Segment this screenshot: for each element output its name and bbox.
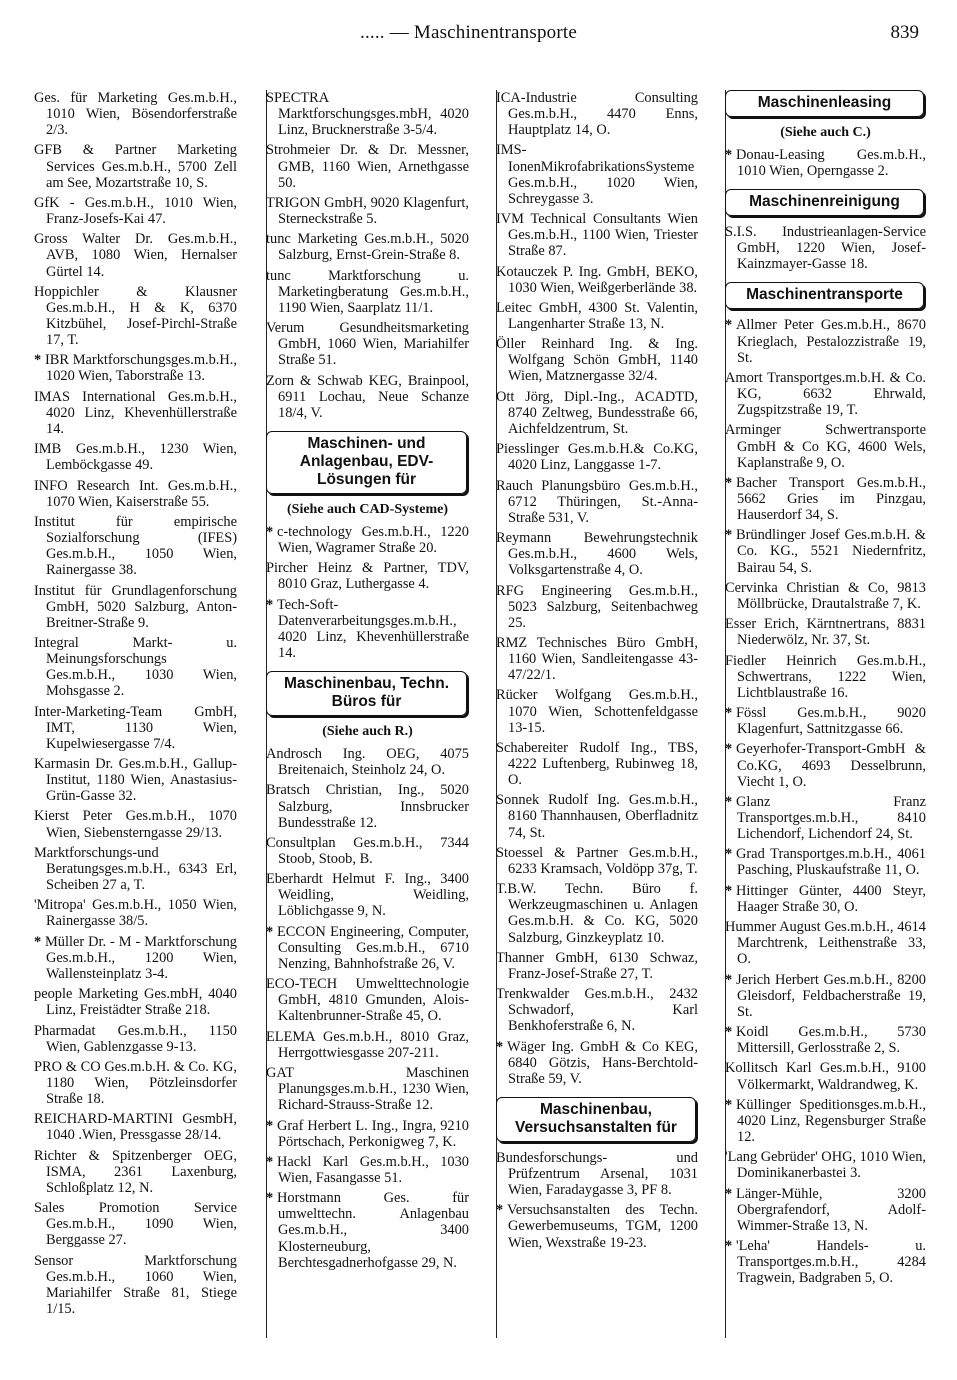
directory-entry <box>496 1150 698 1198</box>
entry-text: GAT Maschinen Planungsges.m.b.H., 1230 Wien, Richard-Strauss-Straße 12. <box>266 1065 469 1114</box>
entry-text: GFB & Partner Marketing Services Ges.m.b.H., 5700 Zell am See, Mozartstraße 10, S. <box>34 142 237 191</box>
directory-entry <box>725 475 926 523</box>
directory-entry <box>34 1148 237 1196</box>
directory-entry <box>725 527 926 575</box>
column-4 <box>725 90 926 1338</box>
running-title: ..... — Maschinentransporte <box>360 22 577 43</box>
asterisk-marker: * <box>266 523 274 540</box>
entry-text: Stoessel & Partner Ges.m.b.H., 6233 Kramsach, Voldöpp 37g, T. <box>496 844 698 877</box>
entry-text: Androsch Ing. OEG, 4075 Breitenaich, Steinholz 24, O. <box>266 746 469 779</box>
directory-entry <box>34 1200 237 1248</box>
directory-entry <box>496 950 698 982</box>
directory-entry <box>266 871 469 919</box>
asterisk-marker: * <box>725 317 733 334</box>
entry-text: Piesslinger Ges.m.b.H.& Co.KG, 4020 Linz, Langgasse 1-7. <box>496 441 698 474</box>
directory-entry <box>496 740 698 788</box>
entry-text: Inter-Marketing-Team GmbH, IMT, 1130 Wien, Kupelwiesergasse 7/4. <box>34 703 237 752</box>
entry-text: Eberhardt Helmut F. Ing., 3400 Weidling, Weidling, Löblichgasse 9, N. <box>266 871 469 920</box>
entry-text: 'Lang Gebrüder' OHG, 1010 Wien, Dominikanerbastei 3. <box>725 1149 926 1182</box>
column-1 <box>34 90 237 1321</box>
entry-text: Versuchsanstalten des Techn. Gewerbemuseums, TGM, 1200 Wien, Wexstraße 19-23. <box>507 1202 698 1251</box>
see-also-r: (Siehe auch R.) <box>322 724 413 740</box>
entry-text: Consultplan Ges.m.b.H., 7344 Stoob, Stoob, B. <box>266 834 469 867</box>
directory-entry <box>266 373 469 421</box>
asterisk-marker: * <box>266 596 274 613</box>
entry-text: Integral Markt- u. Meinungsforschungs Ges.m.b.H., 1030 Wien, Mohsgasse 2. <box>34 634 237 700</box>
directory-entry <box>266 268 469 316</box>
directory-entry <box>266 524 469 556</box>
asterisk-marker: * <box>266 923 274 940</box>
directory-entry <box>725 972 926 1020</box>
entry-text: tunc Marketing Ges.m.b.H., 5020 Salzburg, Ernst-Grein-Straße 8. <box>266 231 469 264</box>
directory-entry <box>496 264 698 296</box>
entry-text: ELEMA Ges.m.b.H., 8010 Graz, Herrgottwiesgasse 207-211. <box>266 1028 469 1061</box>
directory-entry <box>34 352 237 384</box>
directory-entry <box>725 794 926 842</box>
directory-entry <box>496 530 698 578</box>
entry-text: Karmasin Dr. Ges.m.b.H., Gallup-Institut, 1180 Wien, Anastasius-Grün-Gasse 32. <box>34 756 237 805</box>
directory-entry <box>266 560 469 592</box>
page-number: 839 <box>890 22 919 43</box>
entry-text: Ges. für Marketing Ges.m.b.H., 1010 Wien, Bösendorferstraße 2/3. <box>34 90 237 139</box>
entry-text: IVM Technical Consultants Wien Ges.m.b.H., 1100 Wien, Triester Straße 87. <box>496 211 698 260</box>
asterisk-marker: * <box>725 1238 733 1255</box>
directory-entry <box>725 1238 926 1286</box>
entry-text: c-technology Ges.m.b.H., 1220 Wien, Wagramer Straße 20. <box>277 523 469 556</box>
directory-entry <box>496 300 698 332</box>
asterisk-marker: * <box>725 741 733 758</box>
entry-text: Hummer August Ges.m.b.H., 4614 Marchtrenk, Leithenstraße 33, O. <box>725 919 926 968</box>
entry-text: Hackl Karl Ges.m.b.H., 1030 Wien, Fasangasse 51. <box>277 1153 469 1186</box>
entry-text: PRO & CO Ges.m.b.H. & Co. KG, 1180 Wien, Pötzleinsdorfer Straße 18. <box>34 1058 237 1108</box>
entry-text: Marktforschungs-und Beratungsges.m.b.H., 6343 Erl, Scheiben 27 a, T. <box>34 844 237 894</box>
asterisk-marker: * <box>725 1096 733 1113</box>
entry-text: Institut für Grundlagenforschung GmbH, 5020 Salzburg, Anton-Breitner-Straße 9. <box>34 582 237 631</box>
entry-text: Institut für empirische Sozialforschung (IFES) Ges.m.b.H., 1050 Wien, Rainergasse 38. <box>34 513 237 579</box>
directory-entry <box>496 336 698 384</box>
directory-entry <box>34 231 237 279</box>
asterisk-marker: * <box>34 352 42 369</box>
directory-entry <box>34 478 237 510</box>
directory-entry <box>266 597 469 661</box>
directory-entry <box>725 1186 926 1234</box>
directory-entry <box>34 897 237 929</box>
directory-entry <box>725 653 926 701</box>
entry-text: ECCON Engineering, Computer, Consulting Ges.m.b.H., 6710 Nenzing, Bahnhofstraße 26, V. <box>277 923 469 972</box>
directory-entry <box>266 924 469 972</box>
entry-text: Koidl Ges.m.b.H., 5730 Mittersill, Gerlosstraße 2, S. <box>736 1024 926 1057</box>
directory-entry <box>266 1154 469 1186</box>
entry-text: IMB Ges.m.b.H., 1230 Wien, Lemböckgasse 49. <box>34 441 237 474</box>
directory-entry <box>266 90 469 138</box>
entry-text: Schabereiter Rudolf Ing., TBS, 4222 Luftenberg, Rubinweg 18, O. <box>496 739 698 789</box>
entry-text: Öller Reinhard Ing. & Ing. Wolfgang Schön GmbH, 1140 Wien, Matznergasse 32/4. <box>496 336 698 385</box>
asterisk-marker: * <box>34 933 42 950</box>
directory-entry <box>34 195 237 227</box>
entry-text: Thanner GmbH, 6130 Schwaz, Franz-Josef-Straße 27, T. <box>496 949 698 982</box>
directory-entry <box>496 635 698 683</box>
directory-entry <box>496 211 698 259</box>
entry-text: Pharmadat Ges.m.b.H., 1150 Wien, Gablenzgasse 9-13. <box>34 1022 237 1055</box>
entry-text: Grad Transportges.m.b.H., 4061 Pasching, Pluskaufstraße 11, O. <box>736 846 926 879</box>
directory-entry <box>496 881 698 945</box>
asterisk-marker: * <box>725 527 733 544</box>
entry-text: INFO Research Int. Ges.m.b.H., 1070 Wien, Kaiserstraße 55. <box>34 477 237 510</box>
directory-entry <box>34 1059 237 1107</box>
entry-text: Reymann Bewehrungstechnik Ges.m.b.H., 4600 Wels, Volksgartenstraße 4, O. <box>496 530 698 579</box>
entry-text: Bundesforschungs- und Prüfzentrum Arsenal, 1031 Wien, Faradaygasse 3, PF 8. <box>496 1149 698 1199</box>
entry-text: Tech-Soft-Datenverarbeitungsges.m.b.H., 4020 Linz, Khevenhüllerstraße 14. <box>277 596 469 661</box>
entry-text: Bratsch Christian, Ing., 5020 Salzburg, Innsbrucker Bundesstraße 12. <box>266 782 469 831</box>
directory-entry <box>34 934 237 982</box>
entry-text: people Marketing Ges.mbH, 4040 Linz, Freistädter Straße 218. <box>34 986 237 1019</box>
directory-entry <box>34 142 237 190</box>
see-also-c: (Siehe auch C.) <box>780 125 871 140</box>
section-heading-edv: Maschinen- und Anlagenbau, EDV-Lösungen für <box>266 431 467 494</box>
entry-text: RMZ Technisches Büro GmbH, 1160 Wien, Sandleitengasse 43-47/22/1. <box>496 634 698 684</box>
directory-entry <box>725 1149 926 1181</box>
asterisk-marker: * <box>266 1153 274 1170</box>
entry-text: 'Mitropa' Ges.m.b.H., 1050 Wien, Rainergasse 38/5. <box>34 897 237 930</box>
section-heading-reinigung: Maschinenreinigung <box>725 189 924 216</box>
directory-entry <box>266 231 469 263</box>
asterisk-marker: * <box>725 846 733 863</box>
entry-text: Küllinger Speditionsges.m.b.H., 4020 Linz, Regensburger Straße 12. <box>736 1096 926 1145</box>
directory-entry <box>725 919 926 967</box>
entry-text: Wäger Ing. GmbH & Co KEG, 6840 Götzis, Hans-Berchtold-Straße 59, V. <box>507 1038 698 1087</box>
section-heading-transporte: Maschinentransporte <box>725 282 924 309</box>
directory-entry <box>34 845 237 893</box>
directory-entry <box>496 389 698 437</box>
directory-entry <box>34 1023 237 1055</box>
directory-entry <box>34 583 237 631</box>
directory-entry <box>34 1253 237 1317</box>
entry-text: Sensor Marktforschung Ges.m.b.H., 1060 Wien, Mariahilfer Straße 81, Stiege 1/15. <box>34 1252 237 1317</box>
directory-entry <box>725 317 926 365</box>
entry-text: Kollitsch Karl Ges.m.b.H., 9100 Völkermarkt, Waldrandweg, K. <box>725 1060 926 1093</box>
directory-entry <box>34 389 237 437</box>
asterisk-marker: * <box>266 1190 274 1207</box>
section-heading-leasing: Maschinenleasing <box>725 90 924 117</box>
directory-entry <box>34 90 237 138</box>
entry-text: Länger-Mühle, 3200 Obergrafendorf, Adolf-Wimmer-Straße 13, N. <box>736 1185 926 1234</box>
entry-text: Verum Gesundheitsmarketing GmbH, 1060 Wien, Mariahilfer Straße 51. <box>266 320 469 369</box>
asterisk-marker: * <box>266 1117 274 1134</box>
asterisk-marker: * <box>725 971 733 988</box>
directory-entry <box>266 976 469 1024</box>
directory-entry <box>496 441 698 473</box>
entry-text: Cervinka Christian & Co, 9813 Möllbrücke, Drautalstraße 7, K. <box>725 579 926 612</box>
entry-text: Esser Erich, Kärntnertrans, 8831 Niederwölz, Nr. 37, St. <box>725 616 926 649</box>
directory-entry <box>725 705 926 737</box>
directory-entry <box>496 1202 698 1250</box>
entry-text: GfK - Ges.m.b.H., 1010 Wien, Franz-Josefs-Kai 47. <box>34 194 237 228</box>
directory-entry <box>725 741 926 789</box>
see-also-cad: (Siehe auch CAD-Systeme) <box>287 501 448 517</box>
directory-entry <box>725 883 926 915</box>
directory-entry <box>496 687 698 735</box>
directory-entry <box>34 284 237 348</box>
entry-text: Fiedler Heinrich Ges.m.b.H., Schwertrans, 1222 Wien, Lichtblaustraße 16. <box>725 652 926 701</box>
directory-entry <box>725 580 926 612</box>
entry-text: SPECTRA Marktforschungsges.mbH, 4020 Linz, Brucknerstraße 3-5/4. <box>266 90 469 139</box>
entry-text: ECO-TECH Umwelttechnologie GmbH, 4810 Gmunden, Alois-Kaltenbrunner-Straße 45, O. <box>266 976 469 1025</box>
entry-text: T.B.W. Techn. Büro f. Werkzeugmaschinen u. Anlagen Ges.m.b.H. & Co. KG, 5020 Salzburg, Ginzkeyplatz 10. <box>496 881 698 946</box>
entry-text: Allmer Peter Ges.m.b.H., 8670 Krieglach, Pestalozzistraße 19, St. <box>736 317 926 366</box>
entry-text: Leitec GmbH, 4300 St. Valentin, Langenharter Straße 13, N. <box>496 299 698 332</box>
entry-text: REICHARD-MARTINI GesmbH, 1040 .Wien, Pressgasse 28/14. <box>34 1111 237 1144</box>
directory-entry <box>266 195 469 227</box>
page-header <box>0 22 957 52</box>
directory-entry <box>266 1190 469 1270</box>
entry-text: tunc Marktforschung u. Marketingberatung Ges.m.b.H., 1190 Wien, Saarplatz 11/1. <box>266 267 469 316</box>
directory-entry <box>266 1029 469 1061</box>
entry-text: Rauch Planungsbüro Ges.m.b.H., 6712 Thüringen, St.-Anna-Straße 531, V. <box>496 477 698 526</box>
column-2 <box>266 90 469 1338</box>
directory-entry <box>725 224 926 272</box>
column-3 <box>496 90 698 1338</box>
directory-entry <box>34 704 237 752</box>
section-heading-versuchsanstalten: Maschinenbau, Versuchsanstalten für <box>496 1097 696 1142</box>
asterisk-marker: * <box>496 1038 504 1055</box>
entry-text: Arminger Schwertransporte GmbH & Co KG, 4600 Wels, Kaplanstraße 9, O. <box>725 422 926 471</box>
entry-text: Sales Promotion Service Ges.m.b.H., 1090 Wien, Berggasse 27. <box>34 1200 237 1249</box>
entry-text: Horstmann Ges. für umwelttechn. Anlagenbau Ges.m.b.H., 3400 Klosterneuburg, Berchtesgadnerhofgasse 29, N. <box>277 1190 469 1271</box>
directory-entry <box>266 142 469 190</box>
asterisk-marker: * <box>496 1202 504 1219</box>
directory-entry <box>34 441 237 473</box>
directory-entry <box>725 616 926 648</box>
directory-entry <box>266 1118 469 1150</box>
entry-text: Donau-Leasing Ges.m.b.H., 1010 Wien, Operngasse 2. <box>736 147 926 180</box>
directory-entry <box>34 756 237 804</box>
directory-entry <box>496 845 698 877</box>
directory-entry <box>496 986 698 1034</box>
directory-entry <box>266 746 469 778</box>
entry-text: RFG Engineering Ges.m.b.H., 5023 Salzburg, Seitenbachweg 25. <box>496 582 698 631</box>
entry-text: ICA-Industrie Consulting Ges.m.b.H., 4470 Enns, Hauptplatz 14, O. <box>496 90 698 139</box>
entry-text: Zorn & Schwab KEG, Brainpool, 6911 Lochau, Neue Schanze 18/4, V. <box>266 372 469 421</box>
entry-text: Graf Herbert L. Ing., Ingra, 9210 Pörtschach, Perkonigweg 7, K. <box>277 1117 469 1150</box>
entry-text: Jerich Herbert Ges.m.b.H., 8200 Gleisdorf, Feldbacherstraße 19, St. <box>736 971 926 1020</box>
directory-entry <box>34 514 237 578</box>
entry-text: IMS-IonenMikrofabrikationsSysteme Ges.m.b.H., 1020 Wien, Schreygasse 3. <box>496 142 698 207</box>
entry-text: S.I.S. Industrieanlagen-Service GmbH, 1220 Wien, Josef-Kainzmayer-Gasse 18. <box>725 224 926 273</box>
asterisk-marker: * <box>725 1185 733 1202</box>
entry-text: Trenkwalder Ges.m.b.H., 2432 Schwadorf, Karl Benkhoferstraße 6, N. <box>496 986 698 1035</box>
entry-text: TRIGON GmbH, 9020 Klagenfurt, Sterneckstraße 5. <box>266 194 469 228</box>
entry-text: IMAS International Ges.m.b.H., 4020 Linz, Khevenhüllerstraße 14. <box>34 388 237 437</box>
directory-entry <box>34 635 237 699</box>
directory-entry <box>725 370 926 418</box>
directory-entry <box>725 1024 926 1056</box>
entry-text: IBR Marktforschungsges.m.b.H., 1020 Wien, Taborstraße 13. <box>45 352 237 385</box>
directory-entry <box>496 478 698 526</box>
directory-entry <box>725 1097 926 1145</box>
entry-text: Kierst Peter Ges.m.b.H., 1070 Wien, Siebensterngasse 29/13. <box>34 808 237 841</box>
section-heading-techn-bueros: Maschinenbau, Techn. Büros für <box>266 671 467 716</box>
asterisk-marker: * <box>725 474 733 491</box>
entry-text: Bründlinger Josef Ges.m.b.H. & Co. KG., 5521 Niedernfritz, Bairau 54, S. <box>736 527 926 576</box>
directory-entry <box>34 1111 237 1143</box>
asterisk-marker: * <box>725 1024 733 1041</box>
directory-entry <box>725 1060 926 1092</box>
entry-text: Richter & Spitzenberger OEG, ISMA, 2361 Laxenburg, Schloßplatz 12, N. <box>34 1147 237 1196</box>
entry-text: Amort Transportges.m.b.H. & Co. KG, 6632 Ehrwald, Zugspitzstraße 19, T. <box>725 369 926 419</box>
directory-entry <box>496 583 698 631</box>
entry-text: Rücker Wolfgang Ges.m.b.H., 1070 Wien, Schottenfeldgasse 13-15. <box>496 687 698 736</box>
entry-text: Sonnek Rudolf Ing. Ges.m.b.H., 8160 Thannhausen, Oberfladnitz 74, St. <box>496 792 698 841</box>
directory-entry <box>34 986 237 1018</box>
entry-text: Gross Walter Dr. Ges.m.b.H., AVB, 1080 Wien, Hernalser Gürtel 14. <box>34 231 237 280</box>
directory-entry <box>266 835 469 867</box>
entry-text: Strohmeier Dr. & Dr. Messner, GMB, 1160 Wien, Arnethgasse 50. <box>266 142 469 191</box>
asterisk-marker: * <box>725 793 733 810</box>
asterisk-marker: * <box>725 147 733 163</box>
entry-text: Hittinger Günter, 4400 Steyr, Haager Straße 30, O. <box>736 882 926 915</box>
directory-entry <box>266 782 469 830</box>
directory-entry <box>266 320 469 368</box>
entry-text: Bacher Transport Ges.m.b.H., 5662 Gries im Pinzgau, Hauserdorf 34, S. <box>736 474 926 524</box>
entry-text: Kotauczek P. Ing. GmbH, BEKO, 1030 Wien, Weißgerberlände 38. <box>496 263 698 296</box>
directory-entry <box>496 142 698 206</box>
entry-text: Ott Jörg, Dipl.-Ing., ACADTD, 8740 Zeltweg, Bundesstraße 66, Aichfeldzentrum, St. <box>496 388 698 437</box>
asterisk-marker: * <box>725 882 733 899</box>
entry-text: Fössl Ges.m.b.H., 9020 Klagenfurt, Sattnitzgasse 66. <box>736 705 926 738</box>
directory-entry <box>496 1039 698 1087</box>
entry-text: Glanz Franz Transportges.m.b.H., 8410 Lichendorf, Lichendorf 24, St. <box>736 793 926 843</box>
entry-text: 'Leha' Handels- u. Transportges.m.b.H., 4284 Tragwein, Badgraben 5, O. <box>736 1238 926 1287</box>
entry-text: Pircher Heinz & Partner, TDV, 8010 Graz, Luthergasse 4. <box>266 560 469 593</box>
directory-entry <box>725 147 926 179</box>
directory-entry <box>496 90 698 138</box>
directory-entry <box>725 422 926 470</box>
directory-entry <box>725 846 926 878</box>
directory-entry <box>34 808 237 840</box>
directory-entry <box>496 792 698 840</box>
entry-text: Müller Dr. - M - Marktforschung Ges.m.b.H., 1200 Wien, Wallensteinplatz 3-4. <box>45 933 237 982</box>
directory-entry <box>266 1065 469 1113</box>
entry-text: Geyerhofer-Transport-GmbH & Co.KG, 4693 Desselbrunn, Viecht 1, O. <box>736 741 926 790</box>
entry-text: Hoppichler & Klausner Ges.m.b.H., H & K, 6370 Kitzbühel, Josef-Pirchl-Straße 17, T. <box>34 283 237 349</box>
asterisk-marker: * <box>725 705 733 722</box>
